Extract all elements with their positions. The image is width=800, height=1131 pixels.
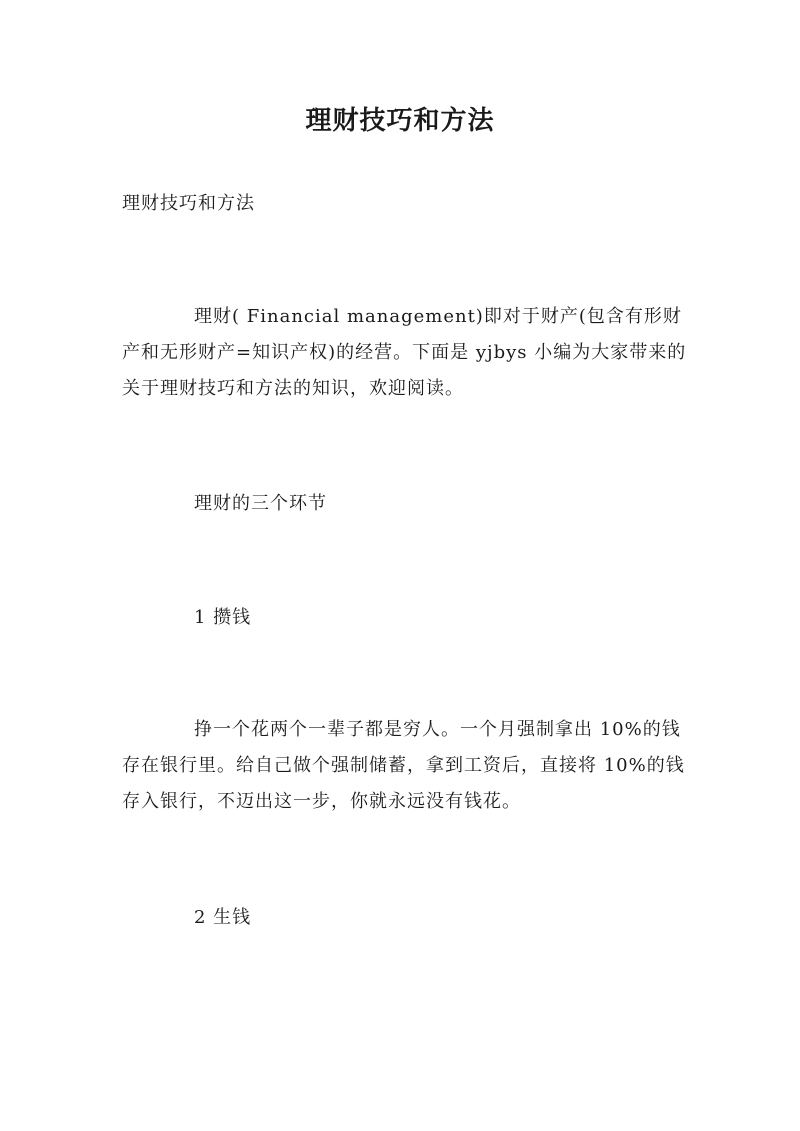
document-subtitle: 理财技巧和方法 [122, 193, 255, 214]
item2-heading: 2 生钱 [194, 907, 252, 928]
intro-paragraph: 理财( Financial management)即对于财产(包含有形财产和无形财产=知识产权)的经营。下面是 yjbys 小编为大家带来的关于理财技巧和方法的知识，欢迎阅读。 [122, 306, 687, 399]
item1-paragraph: 挣一个花两个一辈子都是穷人。一个月强制拿出 10%的钱存在银行里。给自己做个强制储蓄，拿到工资后，直接将 10%的钱存入银行，不迈出这一步，你就永远没有钱花。 [122, 719, 685, 812]
item1-heading: 1 攒钱 [194, 607, 252, 628]
document-title: 理财技巧和方法 [305, 106, 495, 136]
section-heading: 理财的三个环节 [194, 493, 327, 514]
